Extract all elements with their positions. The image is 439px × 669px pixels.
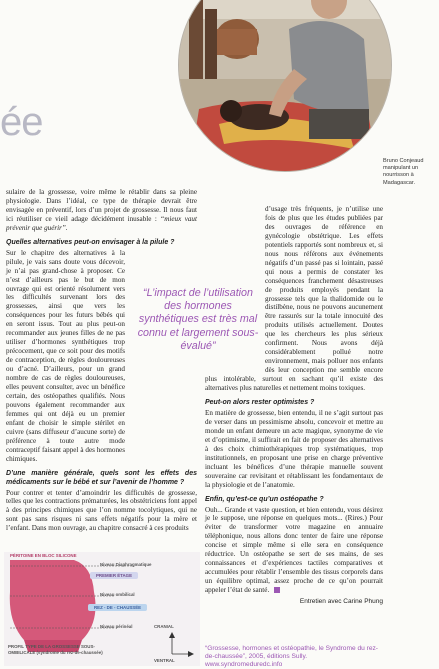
diagram-axis-ventral: VENTRAL [154, 658, 175, 663]
diagram-label-umbilical: Niveau ombilical [100, 592, 135, 597]
diagram-title: PÉRITOINE EN BLOC SILICONE [10, 553, 77, 558]
question-heading: D’une manière générale, quels sont les effets des médicaments sur le bébé et sur l’avenir de l’homme ? [6, 469, 197, 486]
book-footnote: “Grossesse, hormones et ostéopathie, le Syndrome du rez-de-chaussée”, 2005, éditions Sully. www.syndromeduredc.info [205, 645, 378, 668]
pull-quote: “L’impact de l’utilisation des hormones synthétiques est très mal connu et largement sous-évalué” [132, 285, 264, 355]
question-heading: Quelles alternatives peut-on envisager à la pilule ? [6, 238, 175, 246]
paragraph-text: En matière de grossesse, bien entendu, il ne s’agit surtout pas de verser dans un pessimisme absolu, concevoir et mettre au monde un enfant demeure un acte magique, synonyme de vie et d’optimisme, il suffirait en fait de proposer des alternatives à des choix chimiothérapiques trop systématiques, trop institutionnels, en proposant une prise en charge préventive incluant les bénéfices d’une thérapie manuelle souvent souveraine car revisitant et rétablissant les fondamentaux de la physiologie et de l’anatomie. [205, 408, 383, 489]
article-column-left [6, 188, 197, 539]
question-heading: Peut-on alors rester optimistes ? [205, 399, 315, 407]
end-mark [271, 587, 280, 594]
title-fragment: ée [0, 100, 43, 144]
diagram-tag-first-floor: PREMIER ÉTAGE [90, 572, 138, 579]
interview-credit: Entretien avec Carine Phung [299, 598, 383, 606]
photo-osteopath-with-infant [179, 0, 392, 172]
paragraph-text: d’usage très fréquents, je n’utilise une fois de plus que les études publiées par des ouvrages de référence en gynécologie obstétrique. Les effets potentiels rapportés sont nombreux et, si nous nous référons aux événements négatifs d’un passé pas si lointain, passé qui nous a permis de constater les conséquences franchement désastreuses de produits employés pendant la grossesse tels que la thalidomide ou le distilbène, nous ne pouvons aucunement être rassurés sur la totale innocuité des produits utilisés actuellement. Doutes que les chercheurs les plus sérieux confirment. Nous avons déjà considérablement pollué notre environnement, mais polluer nos enfants dès leur conception me semble encore plus intolérable, surtout en sachant qu’il existe des alternatives plus naturelles et nettement moins toxiques. [205, 205, 383, 393]
paragraph-text: Pour contrer et tenter d’amoindrir les difficultés de grossesse, telles que les contractions prématurées, les obstétriciens font appel à des principes chimiques que l’on nomme tocolytiques, qui ne sont pas sans risques ni sans effets négatifs pour la mère et l’enfant. Dans mon ouvrage, au chapitre consacré à ces produits [6, 488, 197, 533]
paragraph [205, 409, 383, 490]
article-column-right [205, 205, 383, 607]
paragraph [6, 249, 197, 464]
circular-photo [178, 0, 392, 172]
paragraph-text: Sur le chapitre des alternatives à la pilule, je vais sans doute vous décevoir, je n’ai pas grand-chose à proposer. Ce n’est d’ailleurs pas le but de mon ouvrage qui est orienté résolument vers les difficultés survenant lors des grossesses, ainsi que vers les conséquences pour les futurs bébés qui en seront issus. Tout au plus peut-on recommander aux jeunes filles de ne pas utiliser d’hormones synthétiques trop précocement, que ce soit pour des motifs de contraception, de règles douloureuses ou d’acné. D’ailleurs, pour un grand nombre de cas de règles douloureuses, elles peuvent consulter, avec un bénéfice certain, des ostéopathes qualifiés. Nous pouvons également recommander aux femmes qui ont déjà eu un premier enfant de choisir le simple stérilet en cuivre (sans diffuseur d’aucune sorte) de préférence à toute autre mode contraceptif faisant appel à des hormones chimiques. [6, 248, 125, 463]
paragraph [6, 188, 197, 233]
diagram-axis-cranial: CRANIAL [154, 624, 174, 629]
question-heading: Enfin, qu’est-ce qu’un ostéopathe ? [205, 495, 324, 503]
pregnancy-profile-diagram [4, 552, 200, 666]
diagram-label-perineal: Niveau périnéal [100, 624, 133, 629]
paragraph-text: sulaire de la grossesse, voire même le rétablir dans sa pleine physiologie. Dans l’idéal, ce type de thérapie devrait être envisagée en préventif, lors d’un projet de grossesse. Il nous faut ici réutiliser ce vieil adage décidément inusable : [6, 188, 197, 223]
diagram-profile-caption: PROFIL TYPE DE LA GROSSESSE SOUS-OMBILICALE (syndrome du rez-de-chaussée) [8, 644, 103, 655]
diagram-label-diaphragm: Niveau Diaphragmatique [100, 562, 152, 567]
diagram-tag-ground-floor: REZ - DE - CHAUSSÉE [88, 604, 147, 611]
adage-quote: “mieux vaut prévenir que guérir”. [6, 214, 197, 232]
photo-caption: Bruno Conjeaud manipulant un nourrisson à Madagascar. [383, 158, 424, 186]
paragraph [205, 506, 383, 597]
paragraph [6, 489, 197, 534]
paragraph-text: Ouh... Grande et vaste question, et bien entendu, vous désirez je le suppose, une réponse en quelques mots... (Rires.) Pour éviter de transformer votre magazine en annuaire téléphonique, nous allons donc tenter de faire une réponse concise et simple même si elle sera en conséquence réductrice. Un ostéopathe se sert de ses mains, de ses connaissances et d’expériences tactiles comparatives et accumulées pour rétablir l’ensemble des tissus corporels dans un équilibre optimal, assez proche de ce qu’on pourrait appeler l’état de santé. [205, 505, 383, 595]
end-square-icon [274, 587, 280, 593]
